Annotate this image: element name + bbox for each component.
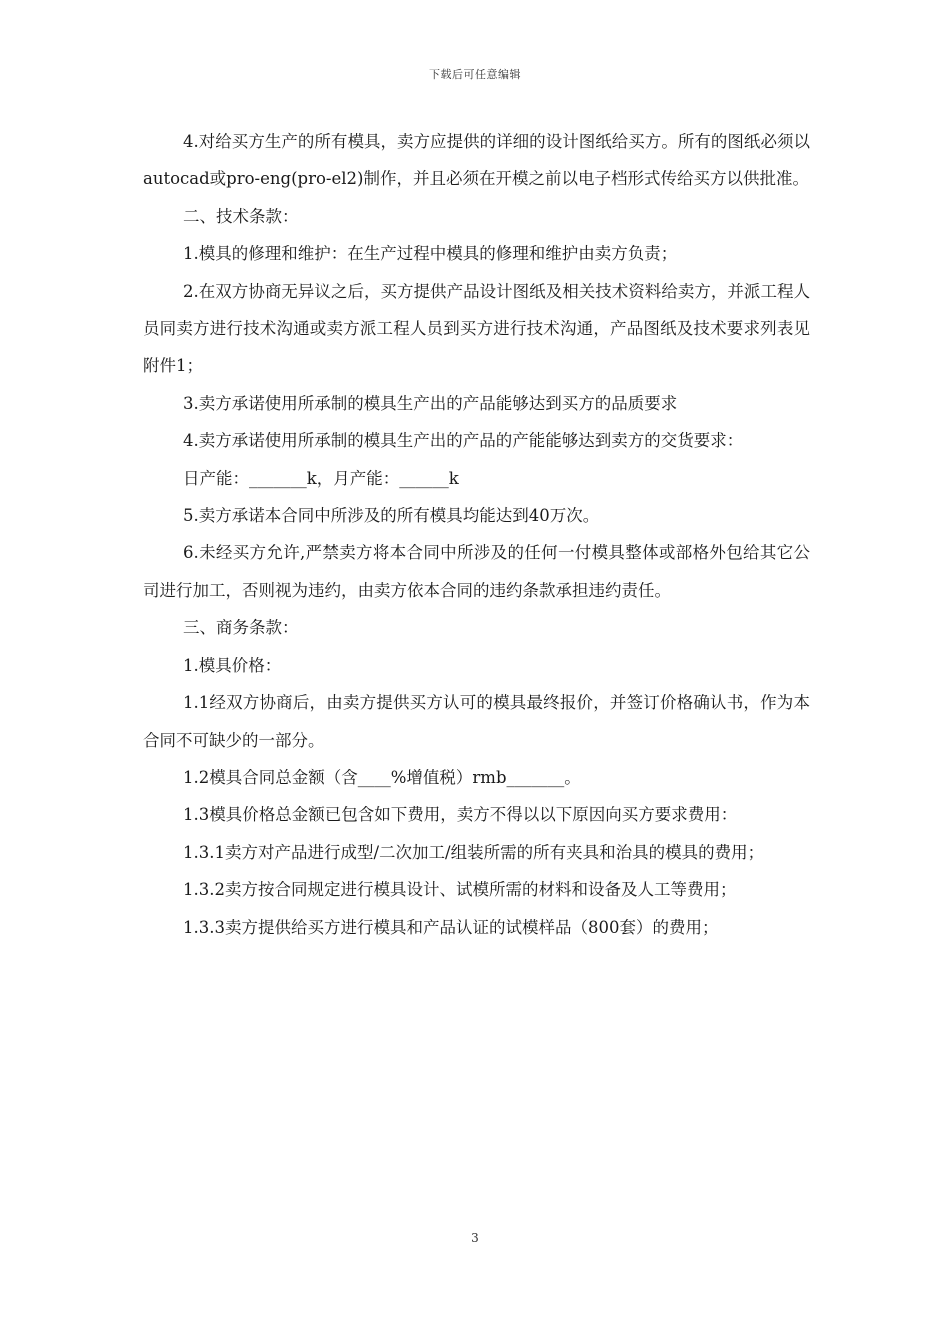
paragraph: 1.3.1卖方对产品进行成型/二次加工/组装所需的所有夹具和治具的模具的费用；	[183, 842, 765, 862]
paragraph: 4.对给买方生产的所有模具，卖方应提供的详细的设计图纸给买方。所有的图纸必须以autocad或pro-eng(pro-el2)制作，并且必须在开模之前以电子档形式传给买方以供批准。	[143, 132, 810, 189]
paragraph: 1.2模具合同总金额（含____%增值税）rmb_______。	[183, 767, 581, 787]
paragraph: 1.模具价格：	[183, 655, 282, 675]
paragraph: 1.3模具价格总金额已包含如下费用，卖方不得以以下原因向买方要求费用：	[183, 805, 738, 825]
paragraph: 5.卖方承诺本合同中所涉及的所有模具均能达到40万次。	[183, 506, 600, 526]
page-header: 下载后可任意编辑	[429, 68, 521, 81]
capacity-line: 日产能：_______k，月产能：______k	[183, 468, 459, 488]
section-heading: 二、技术条款：	[183, 206, 299, 226]
page-number: 3	[471, 1231, 479, 1245]
paragraph: 1.模具的修理和维护：在生产过程中模具的修理和维护由卖方负责；	[183, 244, 678, 264]
paragraph: 6.未经买方允许,严禁卖方将本合同中所涉及的任何一付模具整体或部格外包给其它公司进行加工，否则视为违约，由卖方依本合同的违约条款承担违约责任。	[143, 543, 810, 600]
paragraph: 1.1经双方协商后，由卖方提供买方认可的模具最终报价，并签订价格确认书，作为本合同不可缺少的一部分。	[143, 693, 810, 750]
paragraph: 3.卖方承诺使用所承制的模具生产出的产品能够达到买方的品质要求	[183, 393, 678, 413]
paragraph: 4.卖方承诺使用所承制的模具生产出的产品的产能能够达到卖方的交货要求：	[183, 431, 744, 451]
paragraph: 2.在双方协商无异议之后，买方提供产品设计图纸及相关技术资料给卖方，并派工程人员同卖方进行技术沟通或卖方派工程人员到买方进行技术沟通，产品图纸及技术要求列表见附件1；	[143, 281, 810, 376]
section-heading: 三、商务条款：	[183, 618, 299, 638]
paragraph: 1.3.2卖方按合同规定进行模具设计、试模所需的材料和设备及人工等费用；	[183, 880, 737, 900]
document-body	[143, 123, 810, 946]
paragraph: 1.3.3卖方提供给买方进行模具和产品认证的试模样品（800套）的费用；	[183, 917, 719, 937]
